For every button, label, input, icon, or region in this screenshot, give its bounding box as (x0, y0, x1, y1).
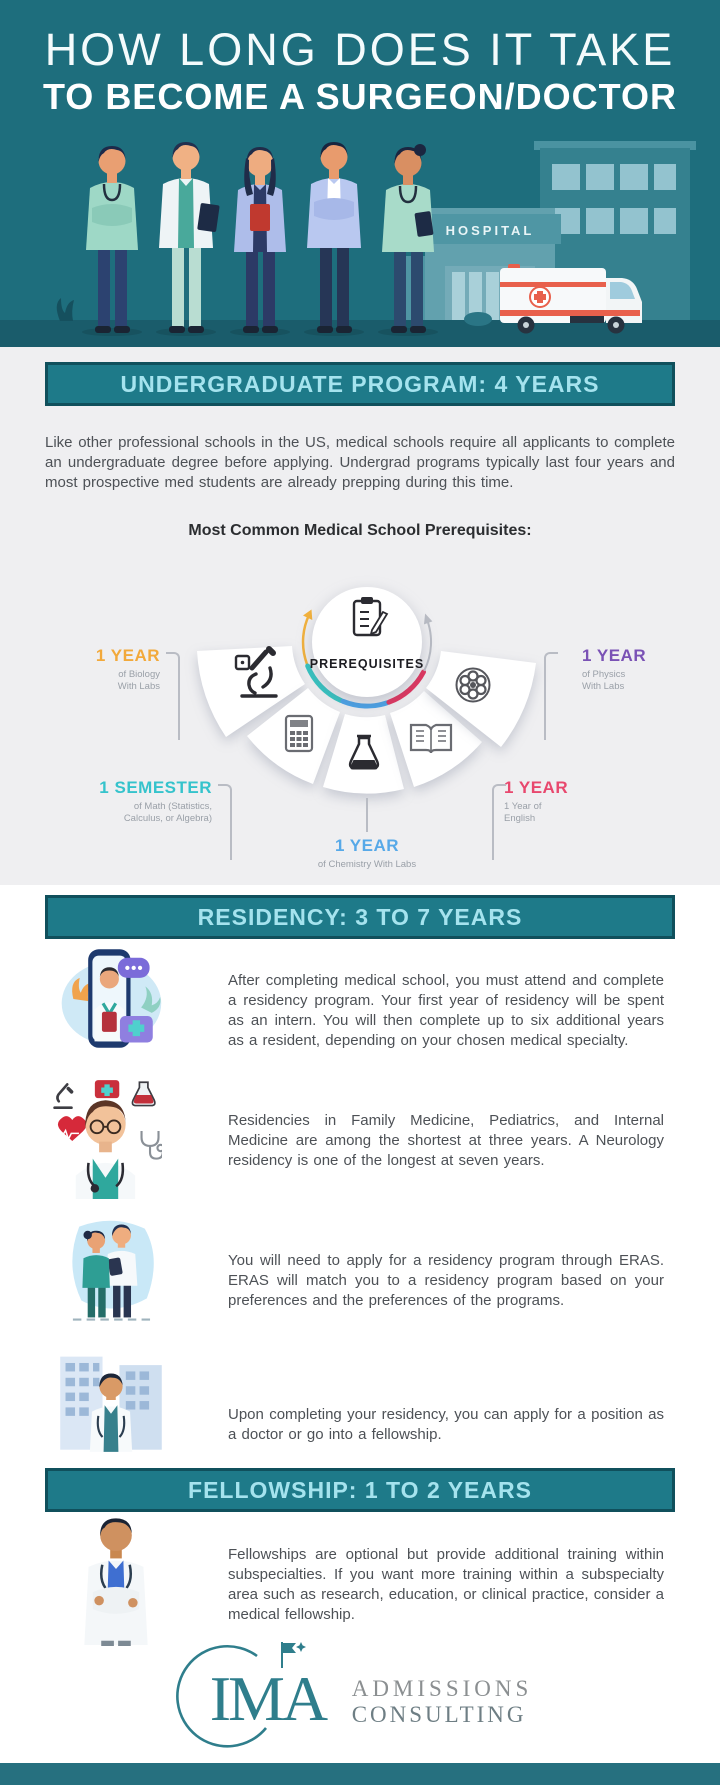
plant-silhouette (57, 298, 74, 321)
doctor-figure-1 (82, 146, 142, 336)
undergraduate-paragraph: Like other professional schools in the US, medical schools require all applicants to complete an undergraduate degree before applying. Undergrad programs typically last four years and most prospective med students are already prepping during this time. (45, 434, 675, 492)
biology-detail-2: With Labs (117, 681, 160, 693)
residency-banner (45, 895, 675, 939)
english-detail-2: English (504, 813, 536, 825)
logo-word-admissions: ADMISSIONS (351, 1676, 533, 1701)
english-bracket (492, 784, 506, 860)
logo-mark (188, 1648, 358, 1748)
doctor-figure-3 (230, 147, 290, 336)
chemistry-detail-1: of Chemistry With Labs (317, 859, 417, 870)
prerequisites-subheading: Most Common Medical School Prerequisites: (188, 522, 532, 539)
math-label (72, 778, 212, 826)
biology-bracket (166, 652, 180, 740)
chemistry-connector-line (366, 798, 368, 832)
doctor-with-medical-icons-illustration (50, 1078, 162, 1200)
residency-paragraph-3: You will need to apply for a residency program through ERAS. ERAS will match you to a residency program based on your preferences and the preferences of the programs. (228, 1252, 664, 1310)
english-duration: 1 YEAR (504, 778, 569, 797)
ima-admissions-consulting-logo (0, 1648, 720, 1748)
undergraduate-banner (45, 362, 675, 406)
physics-detail-1: of Physics (582, 669, 626, 680)
physics-detail-2: With Labs (582, 681, 625, 693)
residency-paragraph-1: After completing medical school, you must attend and complete a residency program. Your first year of residency will be spent as an intern. You will then complete up to six additional years as a resident, depending on your chosen medical specialty. (228, 972, 664, 1050)
residency-paragraph-4: Upon completing your residency, you can apply for a position as a doctor or go into a fellowship. (228, 1406, 664, 1444)
logo-word-consulting: CONSULTING (351, 1702, 527, 1727)
page-title-line2: TO BECOME A SURGEON/DOCTOR (42, 76, 678, 117)
medical-team-hospital-illustration (0, 118, 720, 347)
bush (464, 312, 492, 326)
math-bracket (218, 784, 232, 860)
fellowship-doctor-illustration (60, 1512, 172, 1646)
doctor-in-city-illustration (56, 1348, 166, 1452)
hospital-sign: HOSPITAL (445, 223, 535, 238)
hero-header (0, 0, 720, 347)
residency-banner-label: RESIDENCY: 3 TO 7 YEARS (197, 903, 523, 930)
bottom-accent-bar (0, 1763, 720, 1785)
prerequisites-center-label: PREREQUISITES (309, 657, 425, 671)
logo-acronym: IMA (209, 1663, 326, 1734)
fellowship-banner (45, 1468, 675, 1512)
english-label (504, 778, 624, 826)
physics-duration: 1 YEAR (582, 646, 647, 665)
math-duration: 1 SEMESTER (99, 778, 212, 797)
biology-duration: 1 YEAR (95, 646, 160, 665)
math-detail-2: Calculus, or Algebra) (123, 813, 212, 825)
chemistry-label (292, 836, 442, 871)
doctor-figure-4 (304, 142, 364, 336)
physics-bracket (544, 652, 558, 740)
physics-label (582, 646, 692, 694)
biology-detail-1: of Biology (118, 669, 160, 680)
residency-paragraph-2: Residencies in Family Medicine, Pediatrics, and Internal Medicine are among the shortest at three years. A Neurology residency is one of the longest at seven years. (228, 1112, 664, 1170)
telehealth-doctor-illustration (56, 944, 168, 1052)
undergraduate-banner-label: UNDERGRADUATE PROGRAM: 4 YEARS (120, 370, 600, 397)
doctor-figure-2 (156, 142, 220, 336)
math-detail-1: of Math (Statistics, (133, 801, 212, 812)
english-detail-1: 1 Year of (504, 801, 542, 812)
fellowship-paragraph: Fellowships are optional but provide additional training within subspecialties. If you want more training within a subspecialty area such as research, education, or clinical practice, consider a medical fellowship. (228, 1546, 664, 1624)
page-title-line1: HOW LONG DOES IT TAKE (44, 24, 676, 75)
chemistry-wedge (323, 714, 404, 794)
biology-label (50, 646, 160, 694)
medical-team-pair-illustration (58, 1216, 166, 1328)
chemistry-duration: 1 YEAR (334, 836, 400, 855)
logo-wordmark (352, 1676, 533, 1728)
fellowship-banner-label: FELLOWSHIP: 1 TO 2 YEARS (188, 1476, 532, 1503)
